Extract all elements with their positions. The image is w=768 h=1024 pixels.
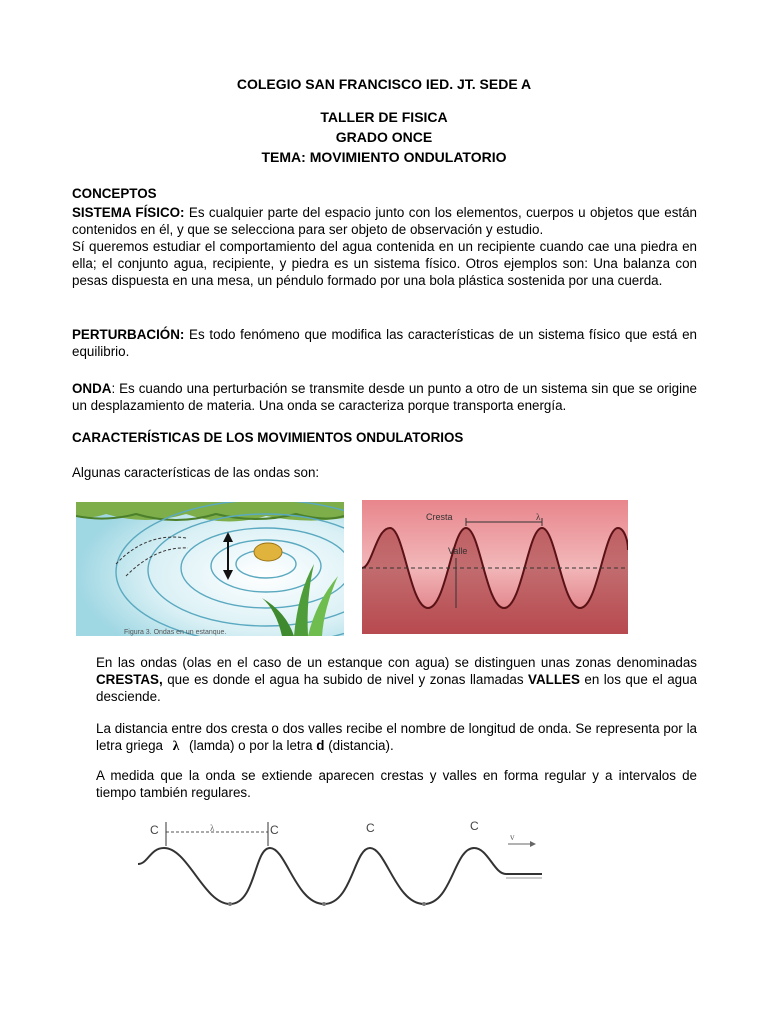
regular-intervals-paragraph: A medida que la onda se extiende aparecen crestas y valles en forma regular y a intervalos de tiempo también regulares. <box>96 768 697 800</box>
valleys-term: VALLES <box>528 672 580 687</box>
school-name: COLEGIO SAN FRANCISCO IED. JT. SEDE A <box>236 76 532 92</box>
p1-text-b: que es donde el agua ha subido de nivel y zonas llamadas <box>162 672 529 687</box>
lambda-mark: λ <box>210 823 215 833</box>
crest-valley-figure <box>362 500 628 634</box>
perturbation-def-text: Es todo fenómeno que modifica las características de un sistema físico que está en equilibrio. <box>72 327 697 359</box>
concepts-heading: CONCEPTOS <box>72 186 157 201</box>
topic-title: TEMA: MOVIMIENTO ONDULATORIO <box>261 149 507 165</box>
velocity-label: v <box>510 832 515 842</box>
wave-definition <box>72 380 697 414</box>
perturbation-term: PERTURBACIÓN: <box>72 327 185 342</box>
wavelength-paragraph <box>96 720 697 754</box>
pond-waves-figure <box>76 502 344 636</box>
wave-def-text: : Es cuando una perturbación se transmite desde un punto a otro de un sistema sin que se origine un desplazamiento de materia. Una onda se caracteriza porque transporta energía. <box>72 381 697 413</box>
valley-label: Valle <box>448 546 468 556</box>
grade-title: GRADO ONCE <box>335 129 433 145</box>
crests-term: CRESTAS, <box>96 672 163 687</box>
characteristics-intro: Algunas características de las ondas son: <box>72 465 320 480</box>
crest-c-2: C <box>270 823 279 837</box>
crest-c-4: C <box>470 819 479 833</box>
crest-c-3: C <box>366 821 375 835</box>
figure1-caption: Figura 3. Ondas en un estanque. <box>124 629 227 636</box>
p1-text-c: en los que el agua desciende. <box>96 672 697 704</box>
p2-text-a: La distancia entre dos cresta o dos valles recibe el nombre de longitud de onda. Se representa por la letra griega <box>96 721 697 753</box>
system-def-text: Es cualquier parte del espacio junto con los elementos, cuerpos u objetos que están contenidos en él, y que se selecciona para ser objeto de observación y estudio. <box>72 205 697 237</box>
wave-line-figure <box>138 810 542 912</box>
crest-c-1: C <box>150 823 159 837</box>
workshop-title: TALLER DE FISICA <box>320 109 448 125</box>
crests-valleys-paragraph <box>96 654 697 705</box>
p2-text-b: (lamda) o por la letra <box>185 738 317 753</box>
lambda-label: λ <box>536 512 541 522</box>
system-term: SISTEMA FÍSICO: <box>72 205 185 220</box>
p1-text-a: En las ondas (olas en el caso de un estanque con agua) se distinguen unas zonas denominadas <box>96 655 697 670</box>
system-definition <box>72 204 697 238</box>
wave-term: ONDA <box>72 381 112 396</box>
lambda-symbol: λ <box>172 738 180 753</box>
system-example: Sí queremos estudiar el comportamiento del agua contenida en un recipiente cuando cae una piedra en ella; el conjunto agua, recipiente, y piedra es un sistema físico. Otros ejemplos son: Una balanza con pesas dispuesta en una mesa, un péndulo formado por una bola plástica sostenida por una cuerda. <box>72 239 697 288</box>
perturbation-definition <box>72 326 697 360</box>
crest-label: Cresta <box>426 512 453 522</box>
characteristics-heading: CARACTERÍSTICAS DE LOS MOVIMIENTOS ONDULATORIOS <box>72 430 464 445</box>
p2-text-c: (distancia). <box>324 738 394 753</box>
d-letter: d <box>316 738 325 753</box>
